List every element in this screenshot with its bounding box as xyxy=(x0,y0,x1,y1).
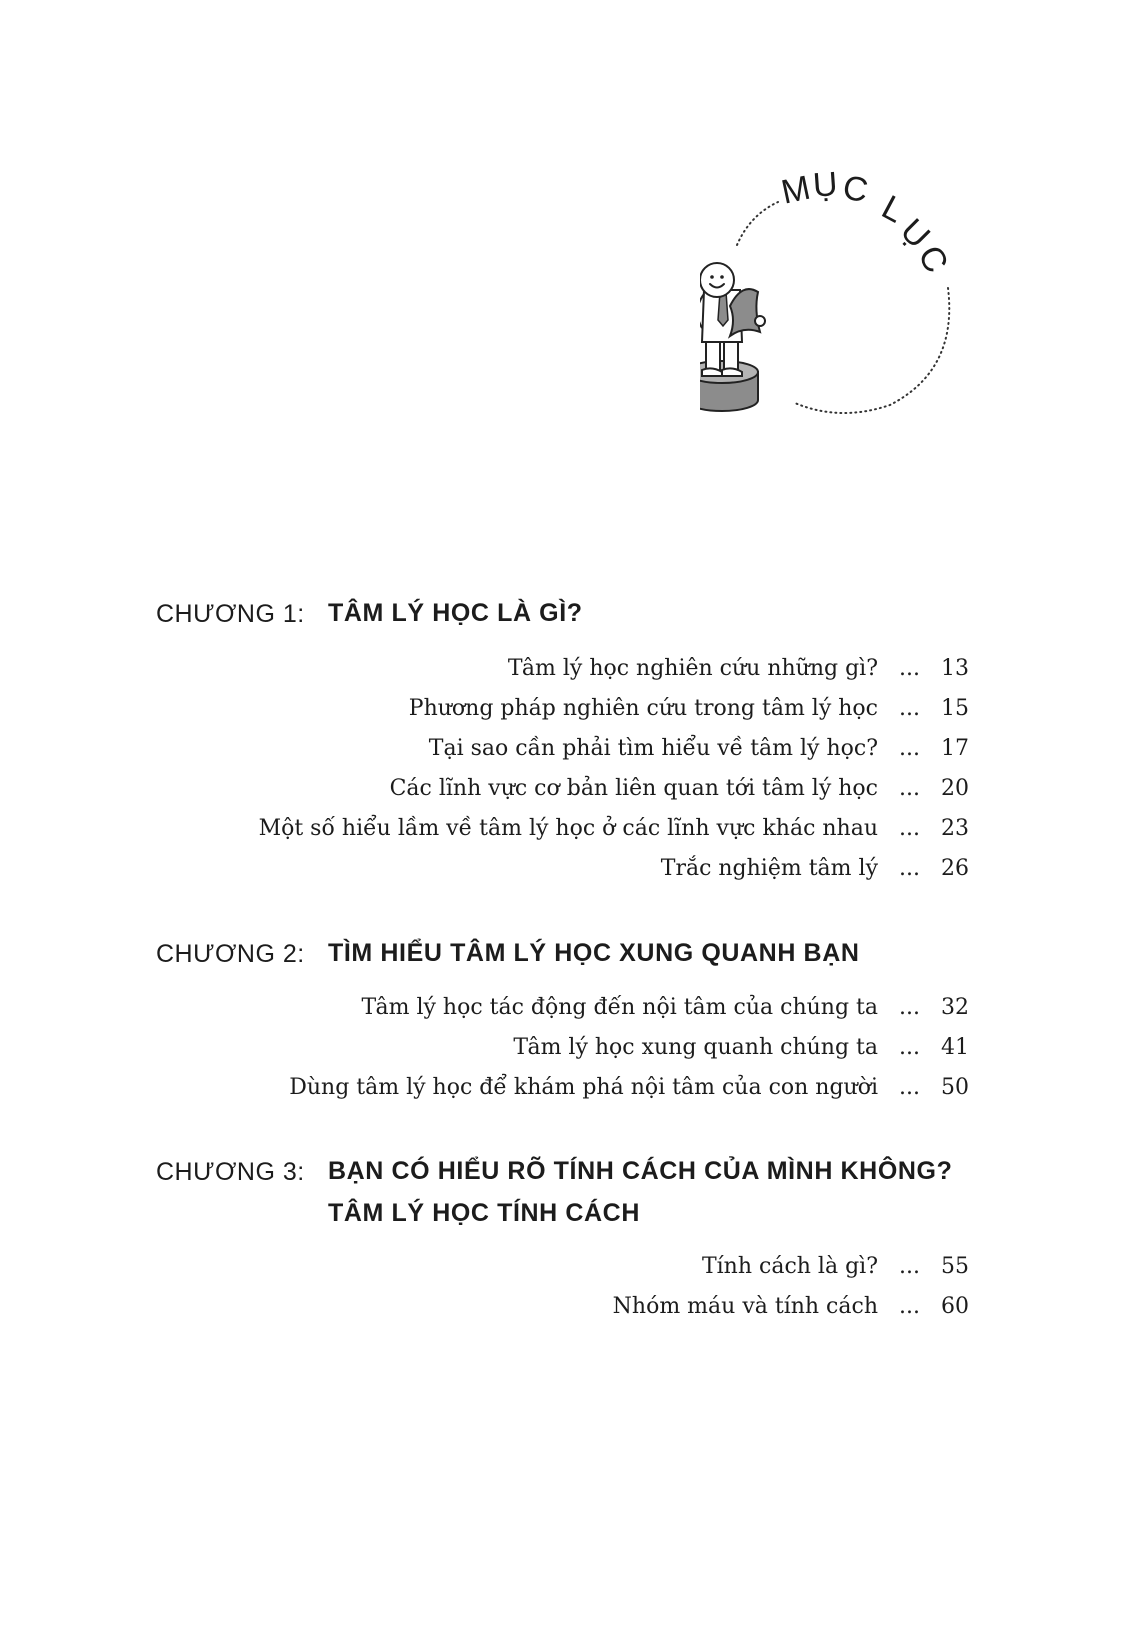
entry-title: Tâm lý học tác động đến nội tâm của chúng ta xyxy=(361,995,878,1020)
chapter-title-line: TÌM HIỂU TÂM LÝ HỌC XUNG QUANH BẠN xyxy=(328,939,860,967)
entry-dots: ... xyxy=(899,1035,920,1060)
entry-page-number: 20 xyxy=(941,776,969,801)
figure-head xyxy=(700,263,734,297)
entry-page-number: 50 xyxy=(941,1075,969,1100)
dotted-arc-right xyxy=(795,288,949,413)
entry-dots: ... xyxy=(899,1075,920,1100)
title-letter-6: C xyxy=(910,239,956,280)
entry-title: Tính cách là gì? xyxy=(701,1254,878,1279)
entry-page-number: 60 xyxy=(941,1294,969,1319)
toc-entry[interactable] xyxy=(0,995,1126,1029)
chapter-label: CHƯƠNG 1: xyxy=(156,600,305,628)
entry-title: Dùng tâm lý học để khám phá nội tâm của con người xyxy=(289,1075,878,1100)
toc-entry[interactable] xyxy=(0,696,1126,730)
entry-dots: ... xyxy=(899,816,920,841)
title-letter-2: Ụ xyxy=(811,165,839,205)
figure-hand xyxy=(755,316,765,326)
toc-entry[interactable] xyxy=(0,656,1126,690)
entry-page-number: 23 xyxy=(941,816,969,841)
chapter-label: CHƯƠNG 3: xyxy=(156,1158,305,1186)
entry-title: Tâm lý học nghiên cứu những gì? xyxy=(507,656,878,681)
toc-entry[interactable] xyxy=(0,776,1126,810)
toc-entry[interactable] xyxy=(0,736,1126,770)
entry-title: Trắc nghiệm tâm lý xyxy=(660,856,878,881)
entry-dots: ... xyxy=(899,776,920,801)
entry-page-number: 13 xyxy=(941,656,969,681)
entry-title: Một số hiểu lầm về tâm lý học ở các lĩnh vực khác nhau xyxy=(258,816,878,841)
chapter-title-line: BẠN CÓ HIỂU RÕ TÍNH CÁCH CỦA MÌNH KHÔNG? xyxy=(328,1157,953,1185)
entry-title: Phương pháp nghiên cứu trong tâm lý học xyxy=(408,696,878,721)
chapter-label: CHƯƠNG 2: xyxy=(156,940,305,968)
figure-legs xyxy=(702,338,742,376)
dotted-arc-left xyxy=(737,202,778,245)
entry-page-number: 26 xyxy=(941,856,969,881)
chapter-title-line: TÂM LÝ HỌC LÀ GÌ? xyxy=(328,599,583,627)
entry-page-number: 41 xyxy=(941,1035,969,1060)
chapter-title xyxy=(328,932,1028,974)
title-letter-3: C xyxy=(840,168,871,211)
toc-entry[interactable] xyxy=(0,816,1126,850)
toc-illustration xyxy=(700,160,990,450)
entry-page-number: 55 xyxy=(941,1254,969,1279)
entry-dots: ... xyxy=(899,1294,920,1319)
title-letter-4: L xyxy=(875,188,911,231)
figure-on-pedestal-icon xyxy=(700,160,990,450)
toc-entry[interactable] xyxy=(0,1075,1126,1109)
entry-title: Các lĩnh vực cơ bản liên quan tới tâm lý học xyxy=(389,776,878,801)
entry-dots: ... xyxy=(899,1254,920,1279)
entry-dots: ... xyxy=(899,856,920,881)
entry-page-number: 15 xyxy=(941,696,969,721)
chapter-title-line: TÂM LÝ HỌC TÍNH CÁCH xyxy=(328,1199,640,1227)
entry-dots: ... xyxy=(899,995,920,1020)
chapter-title xyxy=(328,1150,1028,1234)
title-letter-1: M xyxy=(778,168,814,212)
entry-dots: ... xyxy=(899,656,920,681)
toc-entry[interactable] xyxy=(0,1294,1126,1328)
entry-title: Tại sao cần phải tìm hiểu về tâm lý học? xyxy=(428,736,878,761)
chapter-title xyxy=(328,592,1028,634)
title-letter-5: Ụ xyxy=(892,211,938,256)
toc-entry[interactable] xyxy=(0,856,1126,890)
entry-title: Nhóm máu và tính cách xyxy=(612,1294,878,1319)
entry-page-number: 17 xyxy=(941,736,969,761)
entry-title: Tâm lý học xung quanh chúng ta xyxy=(513,1035,878,1060)
toc-entry[interactable] xyxy=(0,1035,1126,1069)
entry-dots: ... xyxy=(899,736,920,761)
entry-page-number: 32 xyxy=(941,995,969,1020)
entry-dots: ... xyxy=(899,696,920,721)
toc-entry[interactable] xyxy=(0,1254,1126,1288)
